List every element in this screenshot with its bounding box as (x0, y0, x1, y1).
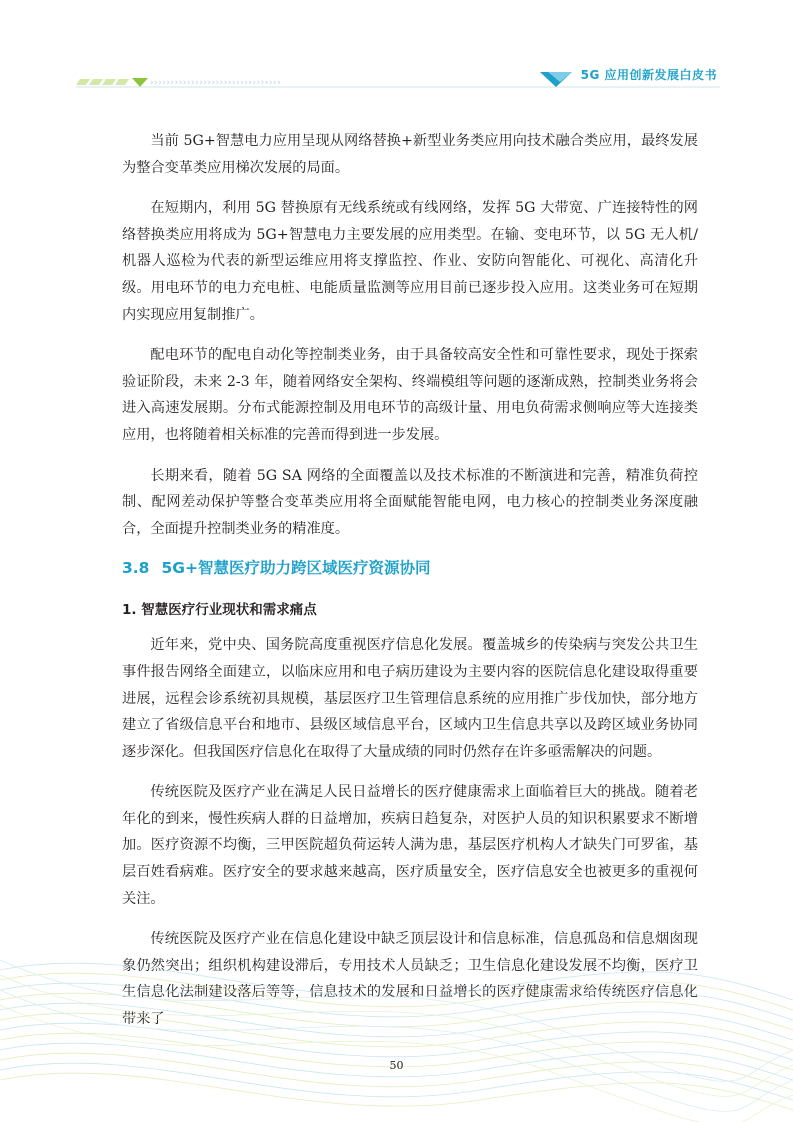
header-title: 5G 应用创新发展白皮书 (580, 68, 717, 82)
paragraph: 传统医院及医疗产业在信息化建设中缺乏顶层设计和信息标准，信息孤岛和信息烟囱现象仍然突出；组织机构建设滞后，专用技术人员缺乏；卫生信息化建设发展不均衡，医疗卫生信息化法制建设落后等等，信息技术的发展和日益增长的医疗健康需求给传统医疗信息化带来了 (122, 931, 698, 1028)
paragraph: 近年来，党中央、国务院高度重视医疗信息化发展。覆盖城乡的传染病与突发公共卫生事件报告网络全面建立，以临床应用和电子病历建设为主要内容的医院信息化建设取得重要进展，远程会诊系统初具规模，基层医疗卫生管理信息系统的应用推广步伐加快，部分地方建立了省级信息平台和地市、县级区域信息平台，区域内卫生信息共享以及跨区域业务协同逐步深化。但我国医疗信息化在取得了大量成绩的同时仍然存在许多亟需解决的问题。 (122, 637, 698, 760)
section-title: 5G+智慧医疗助力跨区域医疗资源协同 (161, 559, 431, 578)
header-green-triangle (132, 78, 148, 87)
footer-wave-decoration (0, 930, 793, 1122)
paragraph: 传统医院及医疗产业在满足人民日益增长的医疗健康需求上面临着巨大的挑战。随着老年化的到来，慢性疾病人群的日益增加，疾病日趋复杂，对医护人员的知识积累要求不断增加。医疗资源不均衡，三甲医院超负荷运转人满为患，基层医疗机构人才缺失门可罗雀，基层百姓看病难。医疗安全的要求越来越高，医疗质量安全，医疗信息安全也被更多的重视何关注。 (122, 784, 698, 907)
section-number: 3.8 (122, 559, 150, 578)
paragraph: 当前 5G+智慧电力应用呈现从网络替换+新型业务类应用向技术融合类应用，最终发展为整合变革类应用梯次发展的局面。 (122, 133, 698, 176)
header-stripes (76, 79, 129, 85)
page-number: 50 (389, 1059, 404, 1072)
paragraph: 长期来看，随着 5G SA 网络的全面覆盖以及技术标准的不断演进和完善，精准负荷控制、配网差动保护等整合变革类应用将全面赋能智能电网，电力核心的控制类业务深度融合，全面提升控制类业务的精准度。 (122, 467, 698, 537)
header-teal-triangle (540, 72, 572, 87)
header-chevrons: ›››››››››››››››››››››››››››››››› (150, 78, 282, 88)
paragraph: 在短期内，利用 5G 替换原有无线系统或有线网络，发挥 5G 大带宽、广连接特性的网络替换类应用将成为 5G+智慧电力主要发展的应用类型。在输、变电环节，以 5G 无人机/机器人巡检为代表的新型运维应用将支撑监控、作业、安防向智能化、可视化、高清化升级。用电环节的电力充电桩、电能质量监测等应用目前已逐步投入应用。这类业务可在短期内实现应用复制推广。 (122, 200, 698, 323)
page-content (122, 128, 698, 1047)
subsection-heading: 1. 智慧医疗行业现状和需求痛点 (122, 602, 317, 619)
paragraph: 配电环节的配电自动化等控制类业务，由于具备较高安全性和可靠性要求，现处于探索验证阶段，未来 2-3 年，随着网络安全架构、终端模组等问题的逐渐成熟，控制类业务将会进入高速发展期。分布式能源控制及用电环节的高级计量、用电负荷需求侧响应等大连接类应用，也将随着相关标准的完善而得到进一步发展。 (122, 347, 698, 443)
section-heading (122, 556, 698, 580)
